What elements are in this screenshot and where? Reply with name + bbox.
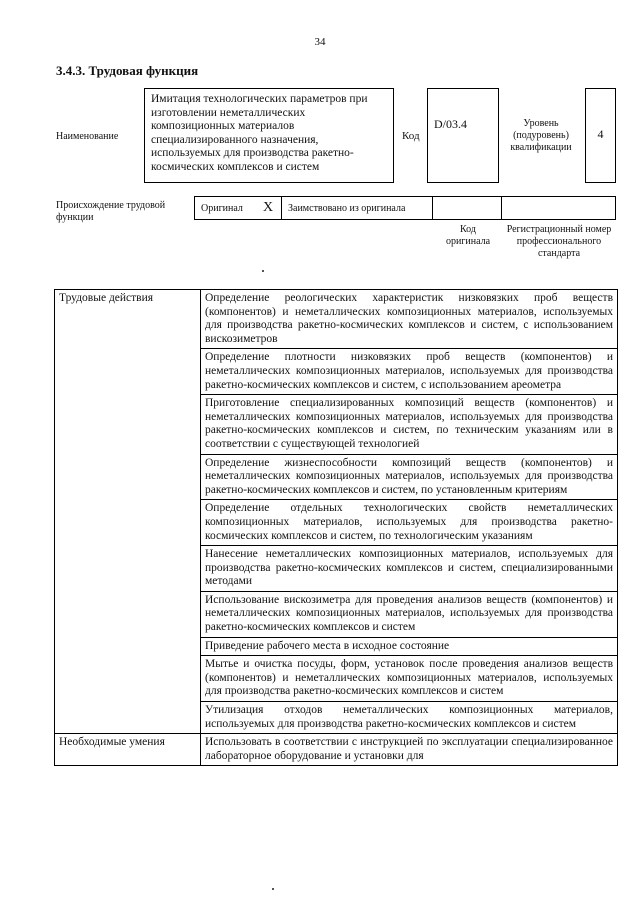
code-label: Код xyxy=(402,130,420,142)
row-label: Необходимые умения xyxy=(55,734,201,766)
borrowed-label: Заимствовано из оригинала xyxy=(288,203,406,214)
row-item: Приведение рабочего места в исходное состояние xyxy=(201,637,618,656)
function-table xyxy=(54,289,618,766)
original-cell xyxy=(194,196,282,220)
name-value: Имитация технологических параметров при изготовлении неметаллических композиционных материалов специализированного назначения, используемых для производства ракетно-космических комплексов и систем xyxy=(144,88,394,183)
level-label: Уровень (подуровень) квалификации xyxy=(510,118,572,153)
row-item: Приготовление специализированных композиций веществ (компонентов) и неметаллических композиционных материалов, используемых для производства ракетно-космических комплексов и систем, по техническим указаниям или в соответствии с существующей технологией xyxy=(201,395,618,454)
row-item: Определение плотности низковязких проб веществ (компонентов) и неметаллических композиционных материалов, используемых для производства ракетно-космических комплексов и систем, с использованием ареометра xyxy=(201,349,618,395)
row-item: Использовать в соответствии с инструкцией по эксплуатации специализированное лабораторное оборудование и установки для xyxy=(201,734,618,766)
row-item: Определение реологических характеристик низковязких проб веществ (компонентов) и неметаллических композиционных материалов, используемых для производства ракетно-космических комплексов и систем, с использованием вискозиметров xyxy=(201,290,618,349)
reg-number-cell xyxy=(501,196,616,220)
row-label: Трудовые действия xyxy=(55,290,201,734)
borrowed-cell xyxy=(281,196,433,220)
row-item: Мытье и очистка посуды, форм, установок после проведения анализов веществ (компонентов) и неметаллических композиционных материалов, используемых для производства ракетно-космических комплексов и систем xyxy=(201,656,618,702)
original-label: Оригинал xyxy=(201,203,243,214)
code-value: D/03.4 xyxy=(427,88,499,183)
table-row xyxy=(55,734,618,766)
origin-label: Происхождение трудовой функции xyxy=(56,200,166,223)
row-item: Использование вискозиметра для проведения анализов веществ (компонентов) и неметаллических композиционных материалов, используемых для производства ракетно-космических комплексов и систем xyxy=(201,591,618,637)
table-row xyxy=(55,290,618,349)
page-number: 34 xyxy=(314,36,326,48)
section-title: 3.4.3. Трудовая функция xyxy=(56,63,199,78)
code-original-cell xyxy=(432,196,502,220)
original-mark: X xyxy=(263,200,274,215)
level-value: 4 xyxy=(585,88,616,183)
code-original-label: Код оригинала xyxy=(445,224,491,247)
name-label: Наименование xyxy=(56,131,119,142)
row-item: Нанесение неметаллических композиционных материалов, используемых для производства ракетно-космических комплексов и систем, специализированными методами xyxy=(201,546,618,592)
reg-number-label: Регистрационный номер профессионального стандарта xyxy=(506,224,612,259)
scan-speck xyxy=(272,888,274,890)
row-item: Определение жизнеспособности композиций веществ (компонентов) и неметаллических композиционных материалов, используемых для производства ракетно-космических комплексов и систем, по установленным критериям xyxy=(201,454,618,500)
row-item: Определение отдельных технологических свойств неметаллических композиционных материалов, используемых для производства ракетно-космических комплексов и систем, по технологическим указаниям xyxy=(201,500,618,546)
scan-speck xyxy=(262,270,264,272)
row-item: Утилизация отходов неметаллических композиционных материалов, используемых для производства ракетно-космических комплексов и систем xyxy=(201,702,618,734)
